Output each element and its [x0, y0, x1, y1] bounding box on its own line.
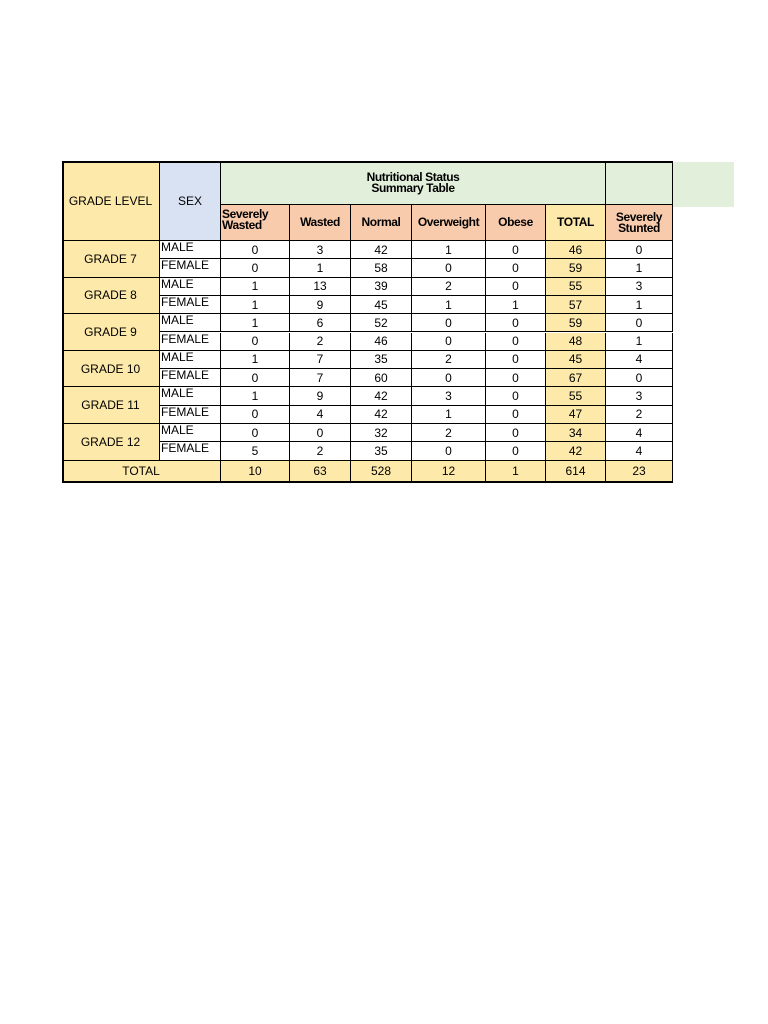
value-cell: 1 — [606, 333, 673, 351]
value-cell: 45 — [351, 296, 412, 314]
nutritional-status-table — [62, 161, 673, 483]
value-cell: 0 — [486, 278, 546, 296]
value-cell: 13 — [290, 278, 351, 296]
col-header-total: TOTAL — [546, 205, 606, 241]
value-cell: 0 — [486, 387, 546, 405]
value-cell: 0 — [412, 333, 486, 351]
value-cell: 4 — [606, 442, 673, 460]
value-cell: 4 — [606, 351, 673, 369]
value-cell: 35 — [351, 442, 412, 460]
table-border-top — [62, 161, 673, 163]
value-cell: 0 — [221, 333, 290, 351]
value-cell: 32 — [351, 424, 412, 442]
value-cell: 4 — [606, 424, 673, 442]
value-cell: 0 — [486, 259, 546, 277]
value-cell: 0 — [606, 241, 673, 259]
total-cell: 12 — [412, 461, 486, 483]
value-cell: 0 — [221, 259, 290, 277]
value-cell: 46 — [546, 241, 606, 259]
sex-cell: FEMALE — [160, 442, 221, 460]
table-title — [221, 161, 606, 205]
value-cell: 2 — [412, 351, 486, 369]
value-cell: 1 — [412, 296, 486, 314]
col-header-wasted: Wasted — [290, 205, 351, 241]
sex-cell: MALE — [160, 278, 221, 296]
value-cell: 3 — [290, 241, 351, 259]
value-cell: 0 — [486, 424, 546, 442]
value-cell: 48 — [546, 333, 606, 351]
value-cell: 0 — [412, 314, 486, 332]
value-cell: 1 — [412, 241, 486, 259]
grade-label: GRADE 12 — [62, 424, 160, 461]
value-cell: 47 — [546, 406, 606, 424]
value-cell: 0 — [486, 406, 546, 424]
total-cell: 1 — [486, 461, 546, 483]
value-cell: 7 — [290, 369, 351, 387]
value-cell: 39 — [351, 278, 412, 296]
value-cell: 1 — [606, 296, 673, 314]
value-cell: 0 — [412, 369, 486, 387]
col-header-obese: Obese — [486, 205, 546, 241]
header-band-right — [606, 161, 673, 205]
value-cell: 45 — [546, 351, 606, 369]
value-cell: 1 — [221, 296, 290, 314]
col-header-severely-wasted — [221, 205, 290, 241]
value-cell: 7 — [290, 351, 351, 369]
value-cell: 4 — [290, 406, 351, 424]
value-cell: 0 — [221, 369, 290, 387]
value-cell: 42 — [546, 442, 606, 460]
value-cell: 6 — [290, 314, 351, 332]
col-header-severely-wasted-line2: Wasted — [222, 218, 262, 232]
sex-cell: MALE — [160, 241, 221, 259]
value-cell: 0 — [412, 442, 486, 460]
value-cell: 9 — [290, 387, 351, 405]
value-cell: 2 — [412, 424, 486, 442]
value-cell: 60 — [351, 369, 412, 387]
sex-cell: FEMALE — [160, 406, 221, 424]
value-cell: 0 — [486, 442, 546, 460]
value-cell: 3 — [606, 278, 673, 296]
table-border-left — [62, 161, 64, 483]
sex-cell: FEMALE — [160, 369, 221, 387]
total-cell: 10 — [221, 461, 290, 483]
total-cell: 23 — [606, 461, 673, 483]
value-cell: 57 — [546, 296, 606, 314]
value-cell: 42 — [351, 241, 412, 259]
value-cell: 0 — [486, 369, 546, 387]
value-cell: 1 — [290, 259, 351, 277]
value-cell: 58 — [351, 259, 412, 277]
value-cell: 59 — [546, 259, 606, 277]
total-cell: 614 — [546, 461, 606, 483]
value-cell: 1 — [221, 314, 290, 332]
value-cell: 0 — [486, 333, 546, 351]
value-cell: 0 — [221, 406, 290, 424]
value-cell: 0 — [290, 424, 351, 442]
grade-label: GRADE 9 — [62, 314, 160, 351]
value-cell: 1 — [486, 296, 546, 314]
sex-cell: MALE — [160, 351, 221, 369]
sex-header: SEX — [160, 161, 221, 241]
value-cell: 52 — [351, 314, 412, 332]
col-header-overweight: Overweight — [412, 205, 486, 241]
value-cell: 2 — [606, 406, 673, 424]
value-cell: 0 — [486, 351, 546, 369]
value-cell: 67 — [546, 369, 606, 387]
value-cell: 1 — [221, 387, 290, 405]
value-cell: 46 — [351, 333, 412, 351]
grade-label: GRADE 11 — [62, 387, 160, 424]
total-row-label: TOTAL — [62, 461, 221, 483]
grade-label: GRADE 8 — [62, 278, 160, 315]
col-header-severely-stunted-line1: Severely — [615, 209, 663, 224]
value-cell: 55 — [546, 387, 606, 405]
value-cell: 1 — [221, 278, 290, 296]
header-band-extension — [673, 162, 734, 207]
value-cell: 42 — [351, 387, 412, 405]
col-header-normal: Normal — [351, 205, 412, 241]
value-cell: 0 — [412, 259, 486, 277]
value-cell: 35 — [351, 351, 412, 369]
table-title-line2: Summary Table — [371, 180, 455, 195]
col-header-severely-stunted-line2: Stunted — [618, 220, 660, 235]
sex-cell: MALE — [160, 424, 221, 442]
col-header-severely-wasted-line1: Severely — [222, 207, 269, 221]
value-cell: 0 — [486, 314, 546, 332]
value-cell: 2 — [290, 333, 351, 351]
value-cell: 2 — [290, 442, 351, 460]
table-border-bottom — [62, 481, 673, 483]
grade-label: GRADE 10 — [62, 351, 160, 388]
value-cell: 1 — [412, 406, 486, 424]
value-cell: 0 — [221, 241, 290, 259]
value-cell: 0 — [221, 424, 290, 442]
value-cell: 3 — [606, 387, 673, 405]
value-cell: 42 — [351, 406, 412, 424]
value-cell: 1 — [221, 351, 290, 369]
grade-label: GRADE 7 — [62, 241, 160, 278]
value-cell: 34 — [546, 424, 606, 442]
value-cell: 0 — [606, 314, 673, 332]
sex-cell: MALE — [160, 387, 221, 405]
value-cell: 59 — [546, 314, 606, 332]
sex-cell: FEMALE — [160, 296, 221, 314]
total-cell: 528 — [351, 461, 412, 483]
value-cell: 5 — [221, 442, 290, 460]
table-title-line1: Nutritional Status — [366, 169, 460, 184]
sex-cell: FEMALE — [160, 259, 221, 277]
total-cell: 63 — [290, 461, 351, 483]
grade-level-header: GRADE LEVEL — [62, 161, 160, 241]
col-header-severely-stunted — [606, 205, 673, 241]
value-cell: 9 — [290, 296, 351, 314]
value-cell: 2 — [412, 278, 486, 296]
sex-cell: FEMALE — [160, 333, 221, 351]
value-cell: 0 — [606, 369, 673, 387]
value-cell: 0 — [486, 241, 546, 259]
value-cell: 1 — [606, 259, 673, 277]
value-cell: 55 — [546, 278, 606, 296]
value-cell: 3 — [412, 387, 486, 405]
sex-cell: MALE — [160, 314, 221, 332]
